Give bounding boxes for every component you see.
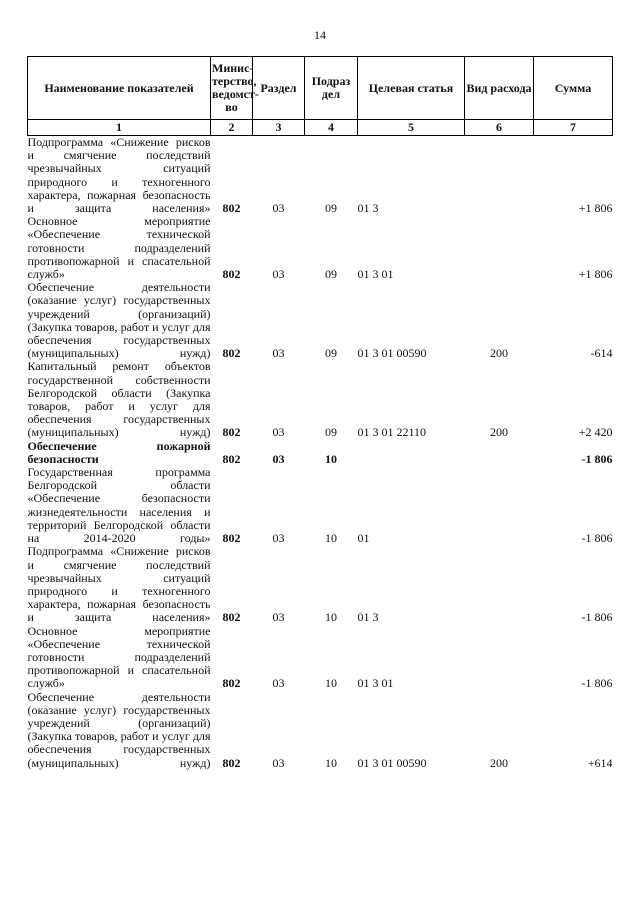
row-sum: -614 <box>590 346 613 361</box>
row-expense-type <box>465 545 534 624</box>
row-sum: -1 806 <box>581 676 613 691</box>
row-expense-type <box>465 625 534 691</box>
row-indicator-name: Обеспечение деятельности (оказание услуг) государственных учреждений (организаций) (Закупка товаров, работ и услуг для обеспечения государственных (муниципальных) нужд) <box>27 689 211 770</box>
column-number: 6 <box>465 120 534 136</box>
row-subsection-code: 10 <box>325 676 337 691</box>
header-expense-type: Вид расхода <box>465 57 534 120</box>
row-expense-type: 200 <box>490 755 508 770</box>
row-section-code: 03 <box>272 676 285 691</box>
header-sum: Сумма <box>534 57 613 120</box>
row-target-article: 01 3 01 22110 <box>357 425 427 440</box>
column-number: 3 <box>253 120 305 136</box>
row-target-article: 01 3 <box>357 201 379 216</box>
row-subsection-code: 10 <box>325 531 337 546</box>
row-subsection-code: 09 <box>325 201 337 216</box>
row-target-article: 01 3 01 00590 <box>357 755 427 770</box>
header-section: Раздел <box>253 57 305 120</box>
row-ministry-code: 802 <box>222 676 241 691</box>
row-sum: -1 806 <box>581 610 613 625</box>
row-target-article: 01 3 <box>357 610 379 625</box>
column-number: 7 <box>534 120 613 136</box>
row-ministry-code: 802 <box>222 451 241 466</box>
row-sum: +1 806 <box>578 267 613 282</box>
row-section-code: 03 <box>272 201 285 216</box>
table-row <box>28 136 613 216</box>
table-row <box>28 691 613 770</box>
table-row <box>28 281 613 360</box>
row-section-code: 03 <box>272 425 285 440</box>
row-section-code: 03 <box>272 610 285 625</box>
row-expense-type: 200 <box>490 346 508 361</box>
column-number: 1 <box>28 120 211 136</box>
row-ministry-code: 802 <box>222 346 241 361</box>
row-expense-type <box>465 136 534 216</box>
column-number: 5 <box>358 120 465 136</box>
row-indicator-name: Подпрограмма «Снижение рисков и смягчение последствий чрезвычайных ситуаций природного и техногенного характера, пожарная безопасность и защита населения» <box>27 135 211 216</box>
row-section-code: 03 <box>272 267 285 282</box>
row-subsection-code: 10 <box>325 451 337 466</box>
row-indicator-name: Капитальный ремонт объектов государственной собственности Белгородской области (Закупка товаров, работ и услуг для обеспечения государственных (муниципальных) нужд) <box>27 359 211 440</box>
row-indicator-name: Государственная программа Белгородской области «Обеспечение безопасности жизнедеятельности населения и территорий Белгородской области на 2014-2020 годы» <box>27 465 211 546</box>
row-indicator-name: Основное мероприятие «Обеспечение технической готовности подразделений противопожарной и спасательной служб» <box>27 214 211 282</box>
row-indicator-name: Подпрограмма «Снижение рисков и смягчение последствий чрезвычайных ситуаций природного и техногенного характера, пожарная безопасность и защита населения» <box>27 544 211 625</box>
table-row <box>28 440 613 466</box>
row-subsection-code: 10 <box>325 610 337 625</box>
table-row <box>28 625 613 691</box>
row-ministry-code: 802 <box>222 425 241 440</box>
row-sum: -1 806 <box>581 531 613 546</box>
row-subsection-code: 10 <box>325 755 337 770</box>
row-indicator-name: Обеспечение пожарной безопасности <box>27 438 211 466</box>
row-sum: +1 806 <box>578 201 613 216</box>
row-sum: +2 420 <box>578 425 613 440</box>
row-indicator-name: Обеспечение деятельности (оказание услуг) государственных учреждений (организаций) (Закупка товаров, работ и услуг для обеспечения государственных (муниципальных) нужд) <box>27 280 211 361</box>
budget-table <box>27 56 613 770</box>
header-target-article: Целевая статья <box>358 57 465 120</box>
row-target-article: 01 3 01 00590 <box>357 346 427 361</box>
row-ministry-code: 802 <box>222 531 241 546</box>
row-ministry-code: 802 <box>222 755 241 770</box>
row-expense-type <box>465 466 534 545</box>
table-row <box>28 360 613 439</box>
row-ministry-code: 802 <box>222 267 241 282</box>
table-row <box>28 545 613 624</box>
row-section-code: 03 <box>272 346 285 361</box>
header-indicator-name: Наименование показателей <box>28 57 211 120</box>
column-number-row <box>28 120 613 136</box>
row-ministry-code: 802 <box>222 201 241 216</box>
column-number: 4 <box>305 120 358 136</box>
row-target-article: 01 3 01 <box>357 676 394 691</box>
table-header-row <box>28 57 613 120</box>
row-section-code: 03 <box>272 755 285 770</box>
header-subsection: Подраз дел <box>305 57 358 120</box>
table-body <box>28 136 613 770</box>
row-subsection-code: 09 <box>325 346 337 361</box>
row-sum: +614 <box>587 755 613 770</box>
row-subsection-code: 09 <box>325 425 337 440</box>
row-target-article <box>358 440 465 466</box>
row-expense-type <box>465 215 534 281</box>
column-number: 2 <box>211 120 253 136</box>
table-row <box>28 215 613 281</box>
row-section-code: 03 <box>272 531 285 546</box>
row-subsection-code: 09 <box>325 267 337 282</box>
row-target-article: 01 3 01 <box>357 267 394 282</box>
row-expense-type <box>465 440 534 466</box>
row-ministry-code: 802 <box>222 610 241 625</box>
page-number: 14 <box>314 28 326 42</box>
row-target-article: 01 <box>357 531 370 546</box>
table-row <box>28 466 613 545</box>
row-sum: -1 806 <box>581 451 613 466</box>
header-ministry: Минис-терство, ведомст-во <box>211 57 253 120</box>
row-section-code: 03 <box>272 451 285 466</box>
row-expense-type: 200 <box>490 425 508 440</box>
row-indicator-name: Основное мероприятие «Обеспечение технической готовности подразделений противопожарной и спасательной служб» <box>27 623 211 691</box>
